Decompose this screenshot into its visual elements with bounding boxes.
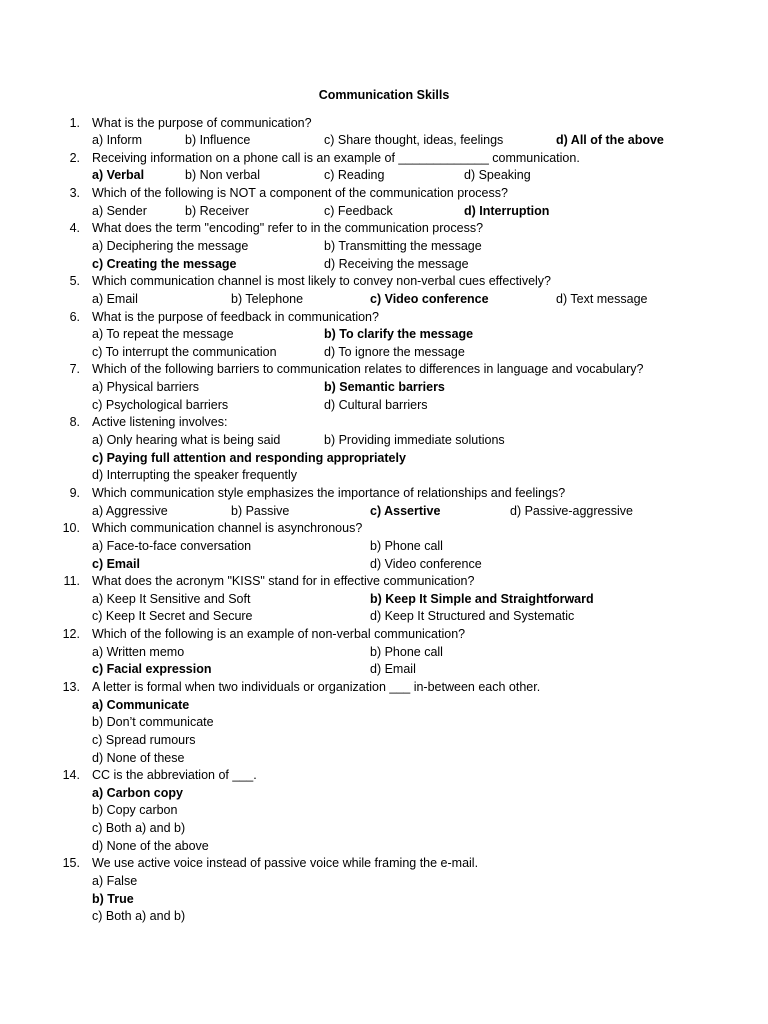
question-text: Which of the following is NOT a component of the communication process? — [92, 186, 508, 201]
answer-option: c) Both a) and b) — [92, 821, 186, 836]
question-text: Receiving information on a phone call is an example of _____________ communication. — [92, 150, 580, 165]
options-row — [0, 732, 768, 750]
question-7 — [0, 361, 768, 414]
answer-option: c) Spread rumours — [92, 732, 196, 747]
answer-option: b) Phone call — [370, 538, 443, 553]
answer-option: a) To repeat the message — [92, 327, 234, 342]
options-row — [0, 432, 768, 450]
answer-option-correct: c) Facial expression — [92, 662, 212, 677]
question-row — [0, 150, 768, 168]
options-row — [0, 750, 768, 768]
question-number: 8. — [69, 415, 80, 430]
question-text: Which communication style emphasizes the importance of relationships and feelings? — [92, 485, 566, 500]
options-row — [0, 891, 768, 909]
answer-option: d) Passive-aggressive — [510, 503, 633, 518]
question-1 — [0, 115, 768, 150]
answer-option: b) Providing immediate solutions — [324, 433, 505, 448]
options-row — [0, 326, 768, 344]
options-row — [0, 132, 768, 150]
question-number: 9. — [69, 485, 80, 500]
answer-option: d) Video conference — [370, 556, 482, 571]
options-row — [0, 538, 768, 556]
question-row — [0, 309, 768, 327]
answer-option-correct: a) Communicate — [92, 697, 190, 712]
options-row — [0, 785, 768, 803]
question-number: 7. — [69, 362, 80, 377]
answer-option-correct: d) All of the above — [556, 133, 664, 148]
question-8 — [0, 414, 768, 485]
answer-option: b) Copy carbon — [92, 803, 178, 818]
options-row — [0, 379, 768, 397]
options-row — [0, 503, 768, 521]
question-11 — [0, 573, 768, 626]
options-row — [0, 238, 768, 256]
options-row — [0, 714, 768, 732]
answer-option: a) Email — [92, 291, 138, 306]
answer-option: a) Keep It Sensitive and Soft — [92, 591, 251, 606]
options-row — [0, 661, 768, 679]
question-text: Which of the following is an example of non-verbal communication? — [92, 627, 466, 642]
answer-option: c) Reading — [324, 168, 385, 183]
answer-option: d) Cultural barriers — [324, 397, 428, 412]
document-title: Communication Skills — [318, 88, 450, 102]
answer-option: b) Don’t communicate — [92, 715, 214, 730]
question-text: What is the purpose of communication? — [92, 115, 312, 130]
question-5 — [0, 273, 768, 308]
answer-option-correct: c) Video conference — [370, 291, 489, 306]
options-row — [0, 203, 768, 221]
answer-option: b) Influence — [185, 133, 251, 148]
question-14 — [0, 767, 768, 855]
answer-option: b) Non verbal — [185, 168, 261, 183]
question-text: What does the term "encoding" refer to in the communication process? — [92, 221, 484, 236]
question-row — [0, 679, 768, 697]
question-row — [0, 485, 768, 503]
question-number: 11. — [63, 574, 80, 589]
answer-option: d) Receiving the message — [324, 256, 469, 271]
answer-option-correct: a) Verbal — [92, 168, 145, 183]
question-number: 12. — [62, 627, 80, 642]
answer-option: d) None of the above — [92, 838, 209, 853]
options-row — [0, 591, 768, 609]
question-row — [0, 767, 768, 785]
question-number: 2. — [69, 150, 80, 165]
question-text: Which communication channel is asynchronous? — [92, 521, 363, 536]
question-row — [0, 185, 768, 203]
question-row — [0, 573, 768, 591]
answer-option: b) Receiver — [185, 203, 249, 218]
answer-option-correct: d) Interruption — [464, 203, 550, 218]
answer-option: d) Speaking — [464, 168, 531, 183]
question-number: 1. — [69, 115, 80, 130]
question-row — [0, 414, 768, 432]
question-text: What does the acronym "KISS" stand for in effective communication? — [92, 574, 475, 589]
question-number: 4. — [69, 221, 80, 236]
answer-option: b) Phone call — [370, 644, 443, 659]
answer-option: c) Psychological barriers — [92, 397, 229, 412]
options-row — [0, 256, 768, 274]
answer-option: b) Passive — [231, 503, 290, 518]
question-text: Which communication channel is most likely to convey non-verbal cues effectively? — [92, 274, 552, 289]
answer-option: d) Text message — [556, 291, 648, 306]
question-9 — [0, 485, 768, 520]
answer-option: d) Email — [370, 662, 416, 677]
answer-option: a) Only hearing what is being said — [92, 433, 281, 448]
answer-option: a) Aggressive — [92, 503, 168, 518]
answer-option-correct: b) Keep It Simple and Straightforward — [370, 591, 594, 606]
options-row — [0, 908, 768, 926]
answer-option: c) Both a) and b) — [92, 909, 186, 924]
answer-option: a) Face-to-face conversation — [92, 538, 252, 553]
answer-option-correct: b) Semantic barriers — [324, 380, 445, 395]
answer-option: a) False — [92, 874, 138, 889]
question-6 — [0, 309, 768, 362]
answer-option: c) Keep It Secret and Secure — [92, 609, 253, 624]
options-row — [0, 397, 768, 415]
question-2 — [0, 150, 768, 185]
answer-option: c) To interrupt the communication — [92, 344, 277, 359]
answer-option: a) Sender — [92, 203, 147, 218]
question-row — [0, 520, 768, 538]
answer-option: d) Interrupting the speaker frequently — [92, 468, 297, 483]
options-row — [0, 644, 768, 662]
question-row — [0, 855, 768, 873]
answer-option-correct: c) Creating the message — [92, 256, 237, 271]
question-3 — [0, 185, 768, 220]
question-number: 10. — [62, 521, 80, 536]
answer-option: d) To ignore the message — [324, 344, 465, 359]
answer-option: c) Feedback — [324, 203, 393, 218]
options-row — [0, 344, 768, 362]
question-10 — [0, 520, 768, 573]
options-row — [0, 167, 768, 185]
question-12 — [0, 626, 768, 679]
options-row — [0, 873, 768, 891]
question-4 — [0, 220, 768, 273]
options-row — [0, 467, 768, 485]
answer-option-correct: b) To clarify the message — [324, 327, 474, 342]
options-row — [0, 291, 768, 309]
answer-option: a) Inform — [92, 133, 143, 148]
options-row — [0, 838, 768, 856]
answer-option: b) Transmitting the message — [324, 238, 482, 253]
question-text: We use active voice instead of passive voice while framing the e-mail. — [92, 856, 479, 871]
question-row — [0, 273, 768, 291]
question-number: 13. — [62, 680, 80, 694]
question-number: 6. — [69, 309, 80, 324]
question-row — [0, 220, 768, 238]
answer-option: a) Physical barriers — [92, 380, 199, 395]
question-number: 15. — [62, 856, 80, 871]
answer-option: c) Share thought, ideas, feelings — [324, 133, 504, 148]
question-list — [0, 115, 768, 926]
answer-option-correct: c) Email — [92, 556, 140, 571]
question-row — [0, 361, 768, 379]
options-row — [0, 450, 768, 468]
question-row — [0, 115, 768, 133]
question-15 — [0, 855, 768, 926]
options-row — [0, 556, 768, 574]
question-text: A letter is formal when two individuals or organization ___ in-between each other. — [92, 680, 541, 694]
answer-option: d) Keep It Structured and Systematic — [370, 609, 575, 624]
answer-option-correct: c) Paying full attention and responding appropriately — [92, 450, 406, 465]
answer-option-correct: a) Carbon copy — [92, 785, 183, 800]
question-text: CC is the abbreviation of ___. — [92, 768, 257, 783]
answer-option-correct: b) True — [92, 891, 134, 906]
answer-option: a) Written memo — [92, 644, 185, 659]
question-number: 14. — [62, 768, 80, 783]
answer-option: b) Telephone — [231, 291, 304, 306]
question-13 — [0, 679, 768, 767]
question-text: Which of the following barriers to communication relates to differences in language and vocabulary? — [92, 362, 644, 377]
options-row — [0, 608, 768, 626]
options-row — [0, 802, 768, 820]
answer-option-correct: c) Assertive — [370, 503, 441, 518]
options-row — [0, 820, 768, 838]
question-row — [0, 626, 768, 644]
question-number: 5. — [69, 274, 80, 289]
answer-option: a) Deciphering the message — [92, 238, 249, 253]
question-text: Active listening involves: — [92, 415, 228, 430]
options-row — [0, 697, 768, 715]
question-number: 3. — [69, 186, 80, 201]
question-text: What is the purpose of feedback in communication? — [92, 309, 379, 324]
answer-option: d) None of these — [92, 750, 185, 765]
